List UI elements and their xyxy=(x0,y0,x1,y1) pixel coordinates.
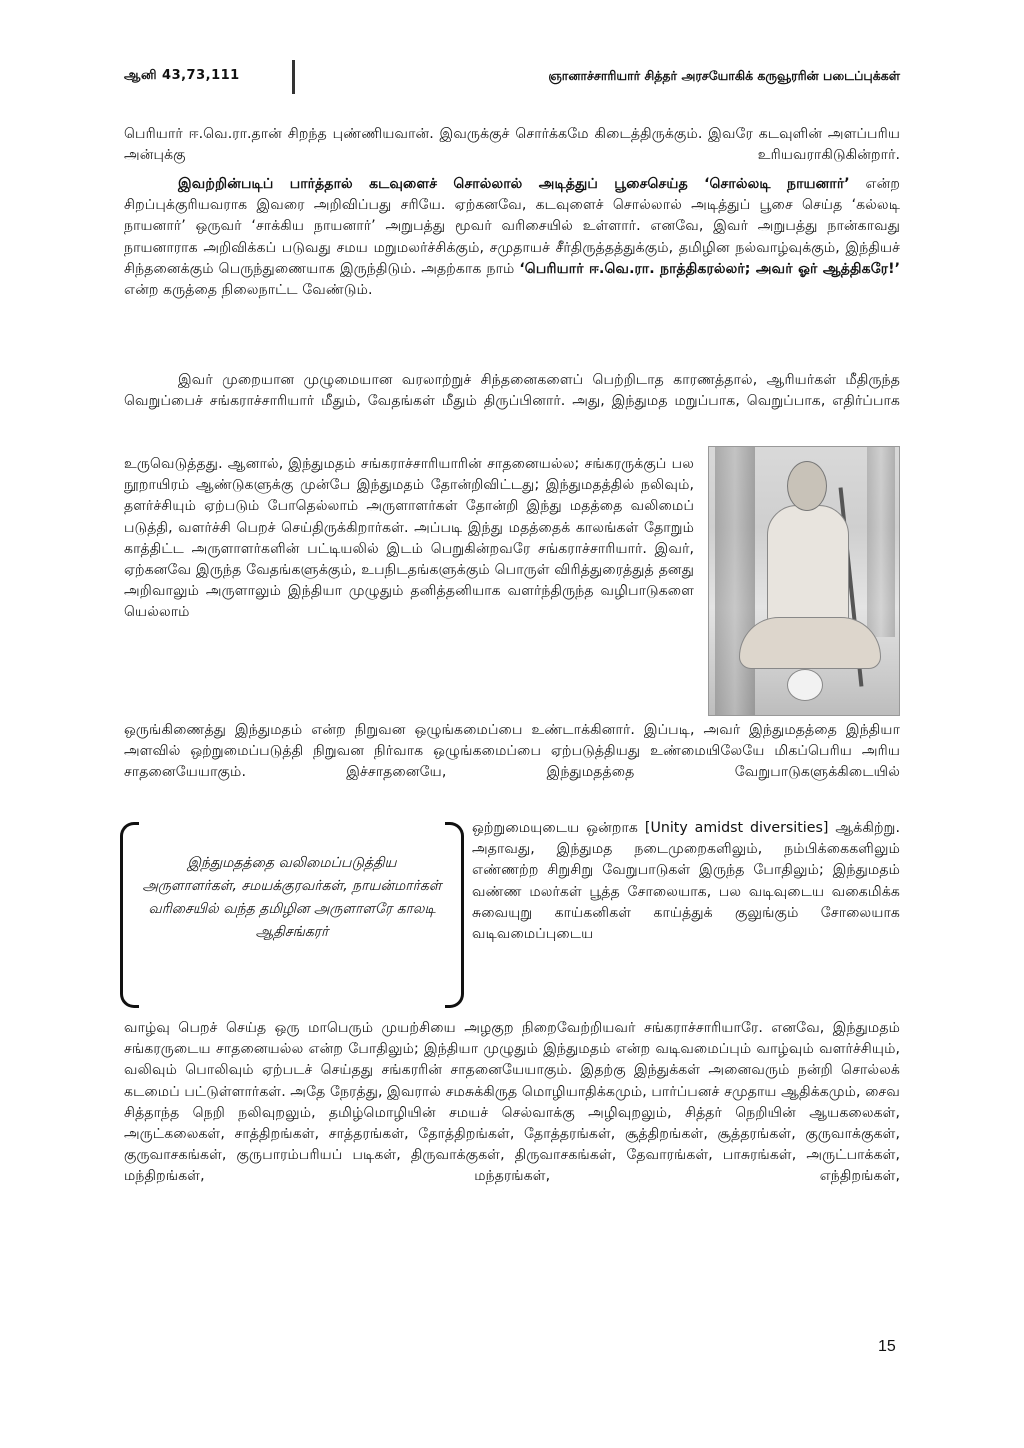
figure-body xyxy=(767,505,849,627)
paragraph-4-final xyxy=(124,1018,900,1188)
paragraph-4-text: உருவெடுத்தது. ஆனால், இந்துமதம் சங்கராச்சாரியாரின் சாதனையல்ல; சங்கரருக்குப் பல நூறாயிரம் ஆண்டுகளுக்கு முன்பே இந்துமதம் தோன்றிவிட்டது; இந்துமதத்தில் நலிவும், தளர்ச்சியும் ஏற்படும் போதெல்லாம் அருளாளர்கள் தோன்றி இந்து மதத்தை வலிமைப் படுத்தி, வளர்ச்சி பெறச் செய்திருக்கிறார்கள். அப்படி இந்து மதத்தைக் காலங்கள் தோறும் காத்திட்ட அருளாளர்களின் பட்டியலில் இடம் பெறுகின்றவரே சங்கராச்சாரியார். இவர், ஏற்கனவே இருந்த வேதங்களுக்கும், உபநிடதங்களுக்கும் பொருள் விரித்துரைத்துத் தனது அறிவாலும் அருளாலும் இந்தியா முழுதும் தனித்தனியாக வளர்ந்திருந்த வழிபாடுகளை யெல்லாம் xyxy=(124,456,694,621)
pull-quote-box xyxy=(120,822,464,1004)
paragraph-1-text: பெரியார் ஈ.வெ.ரா.தான் சிறந்த புண்ணியவான். இவருக்குச் சொர்க்கமே கிடைத்திருக்கும். இவரே கடவுளின் அளப்பரிய அன்புக்கு உரியவராகிடுகின்றார். xyxy=(124,126,900,164)
header-issue-label: ஆனி 43,73,111 xyxy=(124,68,240,83)
tree-trunk-right xyxy=(867,447,895,637)
header-title: ஞானாச்சாரியார் சித்தர் அரசயோகிக் கருவூரரின் படைப்புக்கள் xyxy=(548,68,900,83)
figure-head xyxy=(787,461,827,511)
paragraph-3 xyxy=(124,370,900,412)
header-divider xyxy=(292,60,295,94)
paragraph-4-continued xyxy=(124,720,900,784)
tree-trunk-left xyxy=(715,447,755,715)
paragraph-2-body: என்ற சிறப்புக்குரியவராக இவரை அறிவிப்பது சரியே. ஏற்கனவே, கடவுளைச் சொல்லால் அடித்துப் பூசை செய்த ‘கல்லடி நாயனார்’ ஒருவர் ‘சாக்கிய நாயனார்’ அறுபத்து மூவர் வரிசையில் உள்ளார். எனவே, இவர் அறுபத்து நான்காவது நாயனாராக அறிவிக்கப் படுவது சமய மறுமலர்ச்சிக்கும், சமுதாயச் சீர்திருத்தத்துக்கும், தமிழின நல்வாழ்வுக்கும், இந்தியச் சிந்தனைக்கும் பெருந்துணையாக இருந்திடும். அதற்காக நாம் xyxy=(124,176,901,277)
paragraph-4c-text: ஒற்றுமையுடைய ஒன்றாக [Unity amidst diversities] ஆக்கிற்று. அதாவது, இந்துமத நடைமுறைகளிலும், நம்பிக்கைகளிலும் எண்ணற்ற சிறுசிறு வேறுபாடுகள் இருந்த போதிலும்; இந்துமதம் வண்ண மலர்கள் பூத்த சோலையாக, பல வடிவுடைய வகைமிக்க சுவையுறு காய்கனிகள் காய்த்துக் குலுங்கும் சோலையாக வடிவமைப்புடைய xyxy=(472,820,900,943)
paragraph-1 xyxy=(124,124,900,166)
paragraph-2-bold-quote: ‘பெரியார் ஈ.வெ.ரா. நாத்திகரல்லர்; அவர் ஓர் ஆத்திகரே!’ xyxy=(519,260,900,277)
paragraph-4b-text: ஒருங்கிணைத்து இந்துமதம் என்ற நிறுவன ஒழுங்கமைப்பை உண்டாக்கினார். இப்படி, அவர் இந்துமதத்தை இந்தியா அளவில் ஒற்றுமைப்படுத்தி நிறுவன நிர்வாக ஒழுங்கமைப்பை ஏற்படுத்தியது உண்மையிலேயே மிகப்பெரிய அரிய சாதனையேயாகும். இச்சாதனையே, இந்துமதத்தை வேறுபாடுகளுக்கிடையில் xyxy=(124,722,900,781)
quote-bracket-right xyxy=(445,822,464,1008)
paragraph-3-text: இவர் முறையான முழுமையான வரலாற்றுச் சிந்தனைகளைப் பெற்றிடாத காரணத்தால், ஆரியர்கள் மீதிருந்த வெறுப்பைச் சங்கராச்சாரியார் மீதும், வேதங்கள் மீதும் திருப்பினார். அது, இந்துமத மறுப்பாக, வெறுப்பாக, எதிர்ப்பாக xyxy=(124,372,900,410)
page-header xyxy=(124,64,900,94)
figure-legs xyxy=(739,617,881,669)
paragraph-4-beside-quote xyxy=(472,818,900,945)
paragraph-2 xyxy=(124,174,900,301)
paragraph-2-end: என்ற கருத்தை நிலைநாட்ட வேண்டும். xyxy=(124,282,373,299)
page-number: 15 xyxy=(878,1338,896,1355)
quote-bracket-left xyxy=(120,822,139,1008)
adi-shankara-illustration xyxy=(708,446,900,716)
paragraph-4d-text: வாழ்வு பெறச் செய்த ஒரு மாபெரும் முயற்சியை அழகுற நிறைவேற்றியவர் சங்கராச்சாரியாரே. எனவே, இந்துமதம் சங்கரருடைய சாதனையல்ல என்ற போதிலும்; இந்தியா முழுதும் இந்துமதம் என்ற வடிவமைப்பும் வாழ்வும் வளர்ச்சியும், வலிவும் பொலிவும் ஏற்படச் செய்தது சங்கரரின் சாதனையேயாகும். இதற்கு இந்துக்கள் அனைவரும் நன்றி சொல்லக் கடமைப் பட்டுள்ளார்கள். அதே நேரத்து, இவரால் சமசுக்கிருத மொழியாதிக்கமும், பார்ப்பனச் சமுதாய ஆதிக்கமும், சைவ சித்தாந்த நெறி நலிவுறலும், தமிழ்மொழியின் சமயச் செல்வாக்கு அழிவுறலும், சித்தர் நெறியின் ஆயகலைகள், அருட்கலைகள், சாத்திறங்கள், சாத்தரங்கள், தோத்திறங்கள், தோத்தரங்கள், சூத்திறங்கள், சூத்தரங்கள், குருவாக்குகள், குருவாசகங்கள், குருபாரம்பரியப் படிகள், திருவாக்குகள், திருவாசகங்கள், தேவாரங்கள், பாசுரங்கள், அருட்பாக்கள், மந்திறங்கள், மந்தரங்கள், எந்திறங்கள், xyxy=(124,1020,900,1185)
paragraph-4-wrapped xyxy=(124,454,694,624)
paragraph-2-bold-lead: இவற்றின்படிப் பார்த்தால் கடவுளைச் சொல்லால் அடித்துப் பூசைசெய்த ‘சொல்லடி நாயனார்’ xyxy=(178,176,850,192)
pull-quote-text: இந்துமதத்தை வலிமைப்படுத்திய அருளாளர்கள், சமயக்குரவர்கள், நாயன்மார்கள் வரிசையில் வந்த தமிழின அருளாளரே காலடி ஆதிசங்கரர் xyxy=(142,855,442,940)
figure-animal xyxy=(787,669,823,701)
